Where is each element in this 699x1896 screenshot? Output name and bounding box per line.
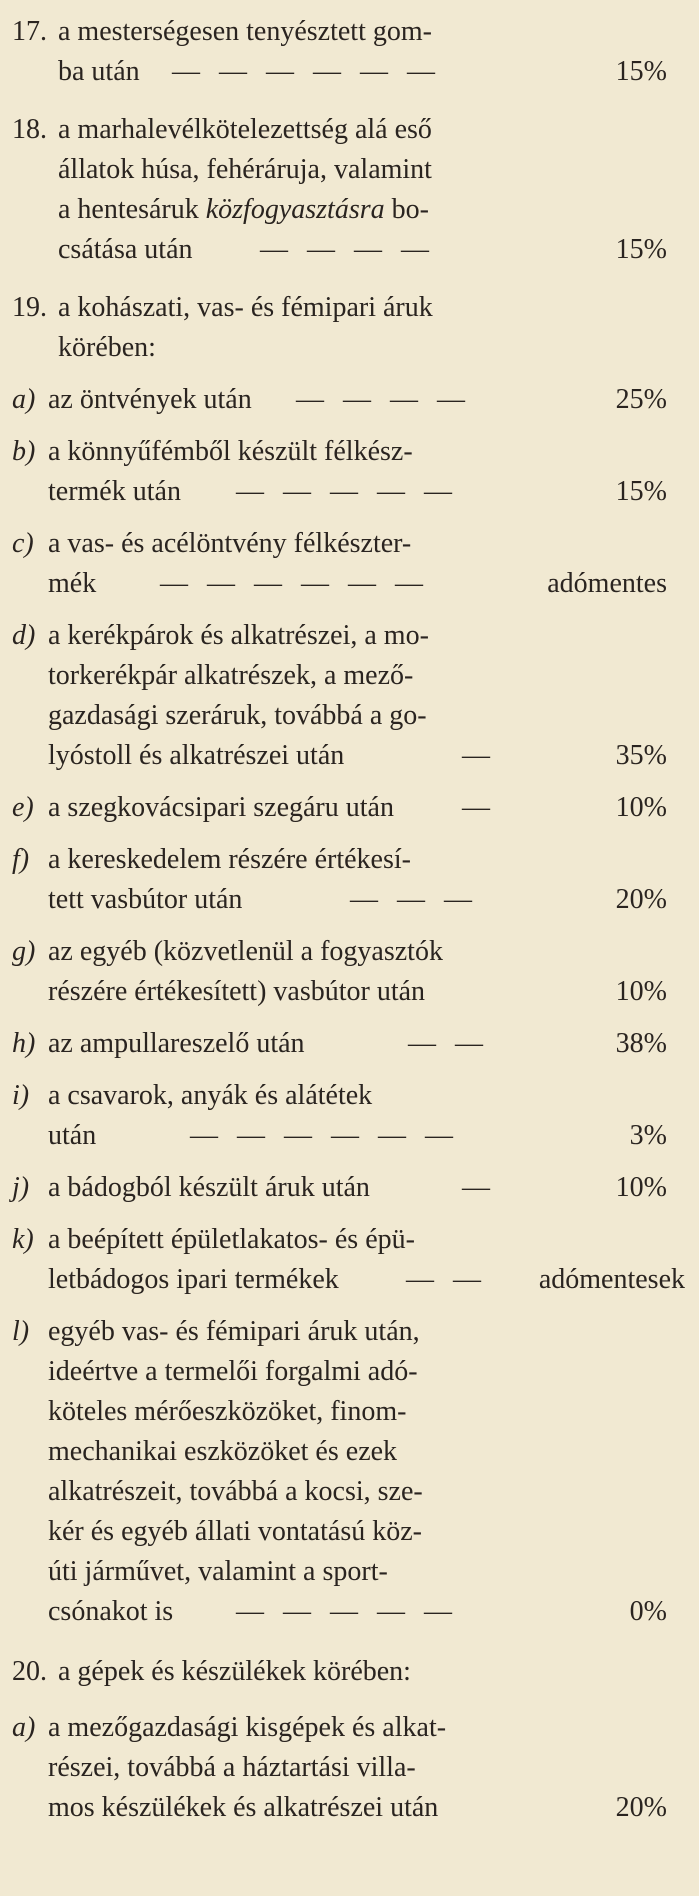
item-19b-line-2 <box>0 472 699 512</box>
item-18-line-4 <box>0 230 699 270</box>
item-18-line-1 <box>0 110 699 150</box>
item-letter: k) <box>12 1224 34 1255</box>
item-19b-line-1 <box>0 432 699 472</box>
item-number: 20. <box>12 1656 47 1687</box>
item-letter: f) <box>12 844 30 875</box>
item-text: csónakot is <box>48 1596 174 1627</box>
item-text: után <box>48 1120 97 1151</box>
item-letter: e) <box>12 792 34 823</box>
rate-value: 0% <box>629 1596 667 1627</box>
item-19f-line-1 <box>0 840 699 880</box>
item-text: a gépek és készülékek körében: <box>58 1656 411 1687</box>
item-19l-line-8 <box>0 1592 699 1632</box>
item-19k-line-1 <box>0 1220 699 1260</box>
item-number: 18. <box>12 114 47 145</box>
item-19c-line-2 <box>0 564 699 604</box>
rate-value: 10% <box>615 792 667 823</box>
rate-value: 25% <box>615 384 667 415</box>
dash-leader: — — — — <box>260 234 435 265</box>
item-text: állatok húsa, fehéráruja, valamint <box>58 154 432 185</box>
item-19k-line-2 <box>0 1260 699 1300</box>
item-19g-line-2 <box>0 972 699 1012</box>
item-20a-line-2 <box>0 1748 699 1788</box>
item-text: az egyéb (közvetlenül a fogyasztók <box>48 936 443 967</box>
item-19-line-1 <box>0 288 699 328</box>
item-text: lyóstoll és alkatrészei után <box>48 740 345 771</box>
item-text: a kohászati, vas- és fémipari áruk <box>58 292 433 323</box>
item-text: köteles mérőeszközöket, finom- <box>48 1396 407 1427</box>
item-text: az ampullareszelő után <box>48 1028 305 1059</box>
item-19f-line-2 <box>0 880 699 920</box>
item-letter: l) <box>12 1316 30 1347</box>
item-text: a könnyűfémből készült félkész- <box>48 436 413 467</box>
item-letter: c) <box>12 528 34 559</box>
item-text-part: bo- <box>384 194 429 225</box>
item-text: a kereskedelem részére értékesí- <box>48 844 411 875</box>
item-19l-line-1 <box>0 1312 699 1352</box>
item-text: részére értékesített) vasbútor után <box>48 976 426 1007</box>
dash-leader: — <box>462 1172 496 1203</box>
item-19l-line-5 <box>0 1472 699 1512</box>
dash-leader: — — — — — — <box>160 568 429 599</box>
dash-leader: — — — — — <box>236 1596 458 1627</box>
item-number: 17. <box>12 16 47 47</box>
item-text: úti járművet, valamint a sport- <box>48 1556 388 1587</box>
item-letter: i) <box>12 1080 30 1111</box>
item-18-line-2 <box>0 150 699 190</box>
dash-leader: — — — — — — <box>190 1120 459 1151</box>
item-19l-line-6 <box>0 1512 699 1552</box>
dash-leader: — — — — — — <box>172 56 441 87</box>
item-19-line-2 <box>0 328 699 368</box>
rate-value: 20% <box>615 884 667 915</box>
item-letter: h) <box>12 1028 36 1059</box>
item-19c-line-1 <box>0 524 699 564</box>
dash-leader: — — <box>408 1028 489 1059</box>
item-text: az öntvények után <box>48 384 252 415</box>
item-text: a mezőgazdasági kisgépek és alkat- <box>48 1712 447 1743</box>
item-19d-line-3 <box>0 696 699 736</box>
item-text: termék után <box>48 476 181 507</box>
item-letter: g) <box>12 936 36 967</box>
item-20a-line-3 <box>0 1788 699 1828</box>
rate-value: 20% <box>615 1792 667 1823</box>
item-letter: b) <box>12 436 36 467</box>
item-text: a beépített épületlakatos- és épü- <box>48 1224 415 1255</box>
item-20a-line-1 <box>0 1708 699 1748</box>
dash-leader: — — <box>406 1264 487 1295</box>
rate-value: 15% <box>615 234 667 265</box>
item-text: mék <box>48 568 97 599</box>
item-text: ideértve a termelői forgalmi adó- <box>48 1356 418 1387</box>
dash-leader: — — — <box>350 884 478 915</box>
dash-leader: — <box>462 792 496 823</box>
rate-value: 35% <box>615 740 667 771</box>
item-letter: j) <box>12 1172 30 1203</box>
item-19d-line-1 <box>0 616 699 656</box>
item-text: a kerékpárok és alkatrészei, a mo- <box>48 620 429 651</box>
rate-value: 10% <box>615 1172 667 1203</box>
item-17-line-1 <box>0 12 699 52</box>
dash-leader: — <box>462 740 496 771</box>
item-text: a szegkovácsipari szegáru után <box>48 792 394 823</box>
item-19h-line-1 <box>0 1024 699 1064</box>
item-19d-line-4 <box>0 736 699 776</box>
rate-value: adómentes <box>547 568 667 599</box>
item-text: torkerékpár alkatrészek, a mező- <box>48 660 414 691</box>
rate-value: 38% <box>615 1028 667 1059</box>
item-text: mechanikai eszközöket és ezek <box>48 1436 398 1467</box>
item-19d-line-2 <box>0 656 699 696</box>
item-text: a mesterségesen tenyésztett gom- <box>58 16 432 47</box>
item-text: mos készülékek és alkatrészei után <box>48 1792 439 1823</box>
item-text: a marhalevélkötelezettség alá eső <box>58 114 432 145</box>
item-text: letbádogos ipari termékek <box>48 1264 339 1295</box>
item-19e-line-1 <box>0 788 699 828</box>
item-text: gazdasági szeráruk, továbbá a go- <box>48 700 427 731</box>
item-text: részei, továbbá a háztartási villa- <box>48 1752 416 1783</box>
item-19g-line-1 <box>0 932 699 972</box>
item-letter: d) <box>12 620 36 651</box>
dash-leader: — — — — <box>296 384 471 415</box>
rate-value: 15% <box>615 56 667 87</box>
item-letter: a) <box>12 1712 36 1743</box>
item-19i-line-2 <box>0 1116 699 1156</box>
item-text: egyéb vas- és fémipari áruk után, <box>48 1316 420 1347</box>
item-text: kér és egyéb állati vontatású köz- <box>48 1516 422 1547</box>
item-19a-line-1 <box>0 380 699 420</box>
item-text <box>58 190 429 230</box>
rate-value: 10% <box>615 976 667 1007</box>
item-text: alkatrészeit, továbbá a kocsi, sze- <box>48 1476 423 1507</box>
item-letter: a) <box>12 384 36 415</box>
item-17-line-2 <box>0 52 699 92</box>
item-20-line-1 <box>0 1652 699 1692</box>
item-text: a bádogból készült áruk után <box>48 1172 370 1203</box>
rate-value: 15% <box>615 476 667 507</box>
item-text: csátása után <box>58 234 193 265</box>
item-text-part: a hentesáruk <box>58 194 206 225</box>
item-text: körében: <box>58 332 156 363</box>
item-number: 19. <box>12 292 47 323</box>
rate-value: 3% <box>629 1120 667 1151</box>
item-19j-line-1 <box>0 1168 699 1208</box>
item-text: ba után <box>58 56 140 87</box>
item-19l-line-3 <box>0 1392 699 1432</box>
item-19l-line-4 <box>0 1432 699 1472</box>
item-text: tett vasbútor után <box>48 884 243 915</box>
item-19l-line-2 <box>0 1352 699 1392</box>
dash-leader: — — — — — <box>236 476 458 507</box>
item-18-line-3 <box>0 190 699 230</box>
item-text: a csavarok, anyák és alátétek <box>48 1080 373 1111</box>
item-19i-line-1 <box>0 1076 699 1116</box>
item-text: a vas- és acélöntvény félkészter- <box>48 528 412 559</box>
italic-term: közfogyasztásra <box>205 194 385 225</box>
item-19l-line-7 <box>0 1552 699 1592</box>
rate-value: adómentesek <box>538 1264 685 1295</box>
